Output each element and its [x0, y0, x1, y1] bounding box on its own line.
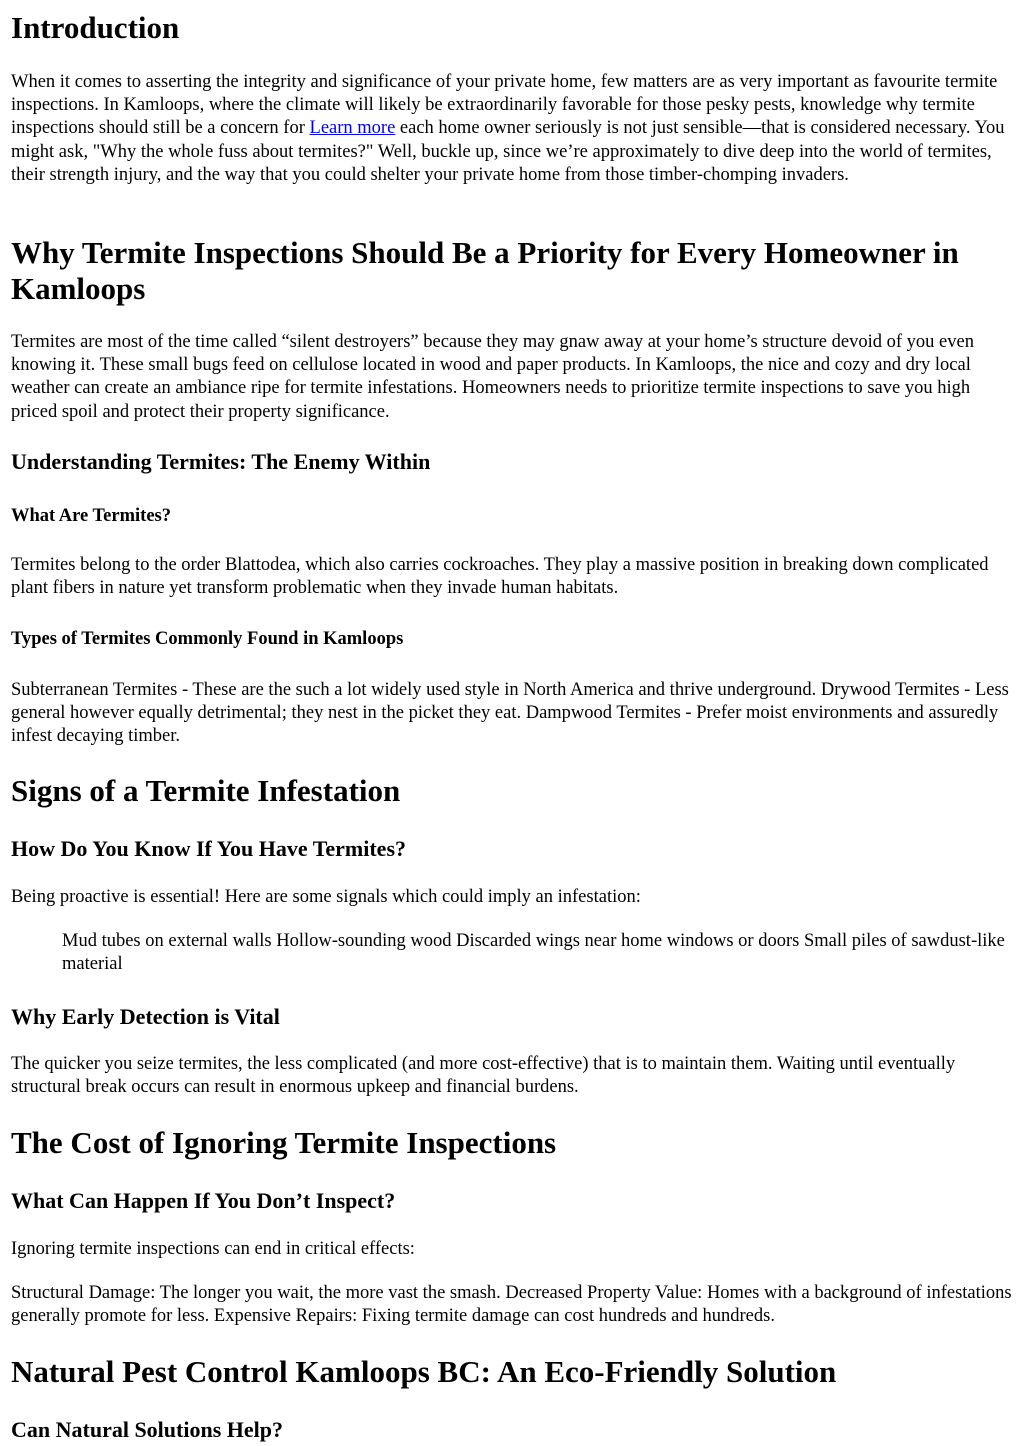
what-are-termites-paragraph: Termites belong to the order Blattodea, which also carries cockroaches. They play a massive position in breaking down complicated plant fibers in nature yet transform problematic when they invade human habitats.: [11, 555, 989, 599]
how-know-paragraph: Being proactive is essential! Here are some signals which could imply an infestation:: [11, 887, 641, 907]
intro-heading: Introduction: [11, 10, 180, 45]
priority-heading: Why Termite Inspections Should Be a Priority for Every Homeowner in Kamloops: [11, 235, 959, 306]
early-detection-heading: Why Early Detection is Vital: [11, 1004, 280, 1029]
signs-list: Mud tubes on external walls Hollow-sounding wood Discarded wings near home windows or doors Small piles of sawdust-like material: [62, 931, 1005, 975]
effects-paragraph: Structural Damage: The longer you wait, the more vast the smash. Decreased Property Value: Homes with a background of infestations generally promote for less. Expensive Repairs: Fixing termite damage can cost hundreds and hundreds.: [11, 1283, 1012, 1327]
cost-heading: The Cost of Ignoring Termite Inspections: [11, 1125, 557, 1160]
intro-text-after-link: each home owner seriously is not just sensible—that is considered necessary. You might ask, "Why the whole fuss about termites?" Well, buckle up, since we’re approximately to dive deep into the world of termites, their strength injury, and the way that you could shelter your private home from those timber-chomping invaders.: [11, 118, 1005, 185]
intro-text-before-link: When it comes to asserting the integrity and significance of your private home, few matters are as very important as favourite termite inspections. In Kamloops, where the climate will likely be extraordinarily favorable for those pesky pests, knowledge why termite inspections should still be a concern for: [11, 72, 998, 139]
priority-paragraph: Termites are most of the time called “silent destroyers” because they may gnaw away at your home’s structure devoid of you even knowing it. These small bugs feed on cellulose located in wood and paper products. In Kamloops, the nice and cozy and dry local weather can create an ambiance ripe for termite infestations. Homeowners needs to prioritize termite inspections to save you high priced spoil and protect their property significance.: [11, 332, 974, 422]
understanding-heading: Understanding Termites: The Enemy Within: [11, 449, 431, 474]
intro-paragraph: [11, 71, 1013, 187]
what-are-termites-heading: What Are Termites?: [11, 506, 171, 526]
how-know-heading: How Do You Know If You Have Termites?: [11, 836, 407, 861]
early-detection-paragraph: The quicker you seize termites, the less complicated (and more cost-effective) that is to maintain them. Waiting until eventually structural break occurs can result in enormous upkeep and financial burdens.: [11, 1054, 956, 1098]
signs-heading: Signs of a Termite Infestation: [11, 773, 401, 808]
natural-heading: Natural Pest Control Kamloops BC: An Eco-Friendly Solution: [11, 1354, 837, 1389]
types-paragraph: Subterranean Termites - These are the such a lot widely used style in North America and thrive underground. Drywood Termites - Less general however equally detrimental; they nest in the picket they eat. Dampwood Termites - Prefer moist environments and assuredly infest decaying timber.: [11, 680, 1009, 747]
learn-more-link[interactable]: Learn more: [309, 118, 396, 139]
types-heading: Types of Termites Commonly Found in Kamloops: [11, 629, 404, 649]
natural-help-heading: Can Natural Solutions Help?: [11, 1417, 283, 1442]
what-happen-heading: What Can Happen If You Don’t Inspect?: [11, 1188, 396, 1213]
what-happen-paragraph: Ignoring termite inspections can end in critical effects:: [11, 1239, 415, 1259]
